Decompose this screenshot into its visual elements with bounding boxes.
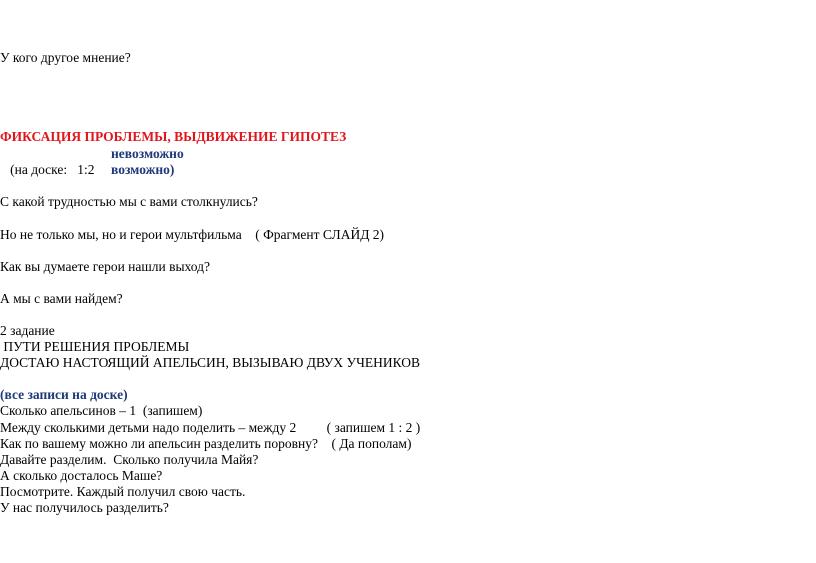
question-heroes-exit: Как вы думаете герои нашли выход? (0, 259, 211, 274)
task-2-label: 2 задание (0, 323, 55, 338)
between-children: Между сколькими детьми надо поделить – между 2 ( запишем 1 : 2 ) (0, 420, 421, 435)
question-difficulty: С какой трудностью мы с вами столкнулись? (0, 194, 258, 209)
did-we-divide: У нас получилось разделить? (0, 500, 169, 515)
question-other-opinion: У кого другое мнение? (0, 50, 131, 65)
heading-problem-fixation: ФИКСАЦИЯ ПРОБЛЕМЫ, ВЫДВИЖЕНИЕ ГИПОТЕЗ (0, 129, 347, 144)
masha-got: А сколько досталось Маше? (0, 468, 163, 483)
lets-divide: Давайте разделим. Сколько получила Майя? (0, 452, 259, 467)
solution-paths-heading: ПУТИ РЕШЕНИЯ ПРОБЛЕМЫ (0, 339, 190, 354)
divide-equally: Как по вашему можно ли апельсин разделить поровну? ( Да пополам) (0, 436, 412, 451)
orange-action: ДОСТАЮ НАСТОЯЩИЙ АПЕЛЬСИН, ВЫЗЫВАЮ ДВУХ УЧЕНИКОВ (0, 355, 421, 370)
question-we-find: А мы с вами найдем? (0, 291, 123, 306)
board-prefix: (на доске: 1:2 (6, 162, 95, 177)
look-each-got: Посмотрите. Каждый получил свою часть. (0, 484, 246, 499)
all-notes-board: (все записи на доске) (0, 387, 128, 402)
board-notes-line (0, 146, 95, 178)
board-possible: возможно) (111, 162, 175, 177)
cartoon-heroes-fragment: Но не только мы, но и герои мультфильма ( Фрагмент СЛАЙД 2) (0, 227, 385, 242)
board-impossible: невозможно (111, 146, 184, 161)
how-many-oranges: Сколько апельсинов – 1 (запишем) (0, 403, 203, 418)
